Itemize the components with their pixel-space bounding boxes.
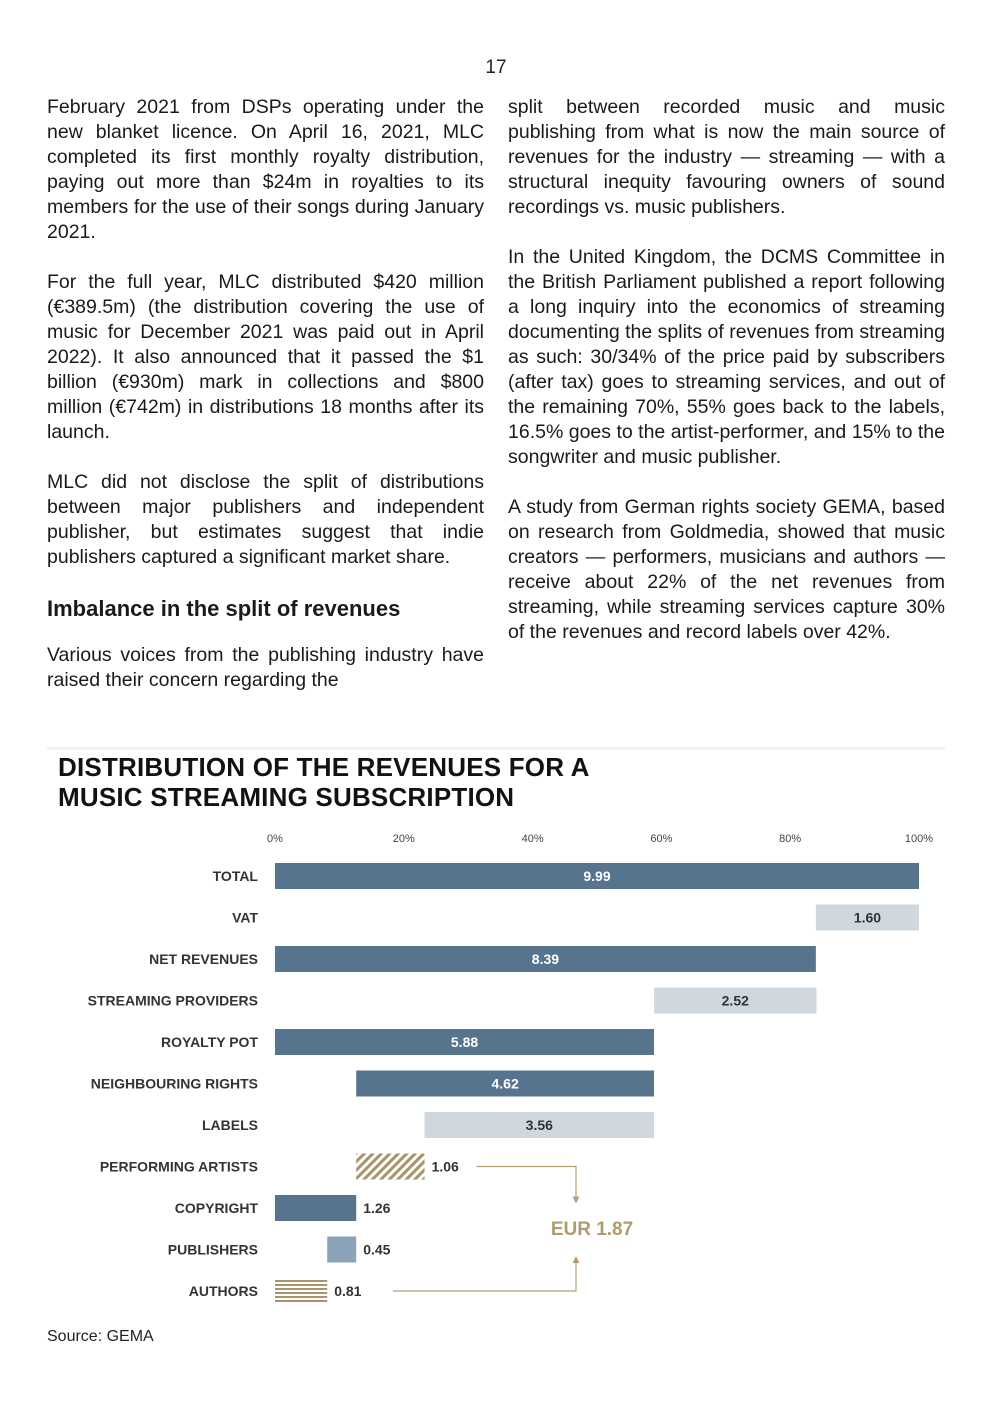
category-label: STREAMING PROVIDERS [87,992,258,1009]
left-column [47,95,484,718]
source-note: Source: GEMA [47,1328,154,1345]
category-label: NEIGHBOURING RIGHTS [90,1075,258,1092]
category-label: PUBLISHERS [167,1241,258,1258]
value-label: 4.62 [491,1075,519,1092]
bar [275,1278,327,1304]
x-axis-ticks [267,833,933,845]
revenue-distribution-chart [0,820,992,1320]
paragraph: A study from German rights society GEMA, based on research from Goldmedia, showed that music creators — performers, musicians and authors — receive about 22% of the net revenues from streaming, while streaming services capture 30% of the revenues and record labels over 42%. [508,496,945,643]
chart-title-line-2: MUSIC STREAMING SUBSCRIPTION [58,782,515,812]
category-label: COPYRIGHT [174,1200,258,1216]
arrow-line-bottom [393,1261,576,1291]
category-label: ROYALTY POT [161,1034,258,1050]
category-label: VAT [232,909,258,926]
value-label: 3.56 [525,1117,553,1133]
bar [327,1237,356,1263]
value-label: 5.88 [450,1034,479,1050]
arrow-head-up [573,1256,580,1263]
x-tick-label: 40% [521,833,544,845]
value-label: 1.26 [363,1200,391,1216]
category-labels [88,868,259,1299]
eur-annotation: EUR 1.87 [550,1219,634,1240]
arrow-head-down [573,1197,580,1204]
value-label: 0.81 [334,1283,362,1299]
bar [356,1154,424,1180]
x-tick-label: 100% [904,833,934,845]
value-label: 0.45 [363,1241,391,1258]
value-label: 1.06 [431,1158,459,1175]
paragraph: For the full year, MLC distributed $420 million (€389.5m) (the distribution covering the use of music for December 2021 was paid out in April 2022). It also announced that it passed the $1 billion (€930m) mark in collections and $800 million (€742m) in distributions 18 months after its launch. [47,271,484,443]
paragraph: MLC did not disclose the split of distributions between major publishers and independent publisher, but estimates suggest that indie publishers captured a significant market share. [47,471,484,568]
paragraph: February 2021 from DSPs operating under the new blanket licence. On April 16, 2021, MLC completed its first monthly royalty distribution, paying out more than $24m in royalties to its members for the use of their songs during January 2021. [47,96,484,243]
right-column [508,95,945,670]
creators-annotation [393,1167,633,1292]
paragraph: In the United Kingdom, the DCMS Committee in the British Parliament published a report following a long inquiry into the economics of streaming documenting the splits of revenues from streaming as such: 30/34% of the price paid by subscribers (after tax) goes to streaming services, and out of the remaining 70%, 55% goes back to the labels, 16.5% goes to the artist-performer, and 15% to the songwriter and music publisher. [508,246,945,468]
value-label: 2.52 [721,992,749,1009]
value-label: 1.60 [853,909,882,926]
chart-separator [47,747,945,750]
page-number: 17 [485,57,507,78]
x-tick-label: 80% [779,833,802,845]
bar [275,1195,356,1221]
x-tick-label: 20% [392,833,415,845]
category-label: LABELS [202,1117,258,1133]
arrow-line-top [477,1167,576,1199]
x-tick-label: 60% [650,833,673,845]
x-tick-label: 0% [267,833,283,845]
chart-title [58,752,590,812]
category-label: PERFORMING ARTISTS [99,1158,258,1175]
value-label: 9.99 [583,868,611,884]
category-label: NET REVENUES [149,951,258,967]
category-label: AUTHORS [188,1283,258,1299]
paragraph: Various voices from the publishing industry have raised their concern regarding the [47,644,484,691]
value-label: 8.39 [531,951,560,967]
paragraph: split between recorded music and music publishing from what is now the main source of revenues for the industry — streaming — with a structural inequity favouring owners of sound recordings vs. music publishers. [508,96,945,218]
category-label: TOTAL [212,868,258,884]
chart-title-line-1: DISTRIBUTION OF THE REVENUES FOR A [58,752,590,782]
section-heading: Imbalance in the split of revenues [47,596,401,621]
